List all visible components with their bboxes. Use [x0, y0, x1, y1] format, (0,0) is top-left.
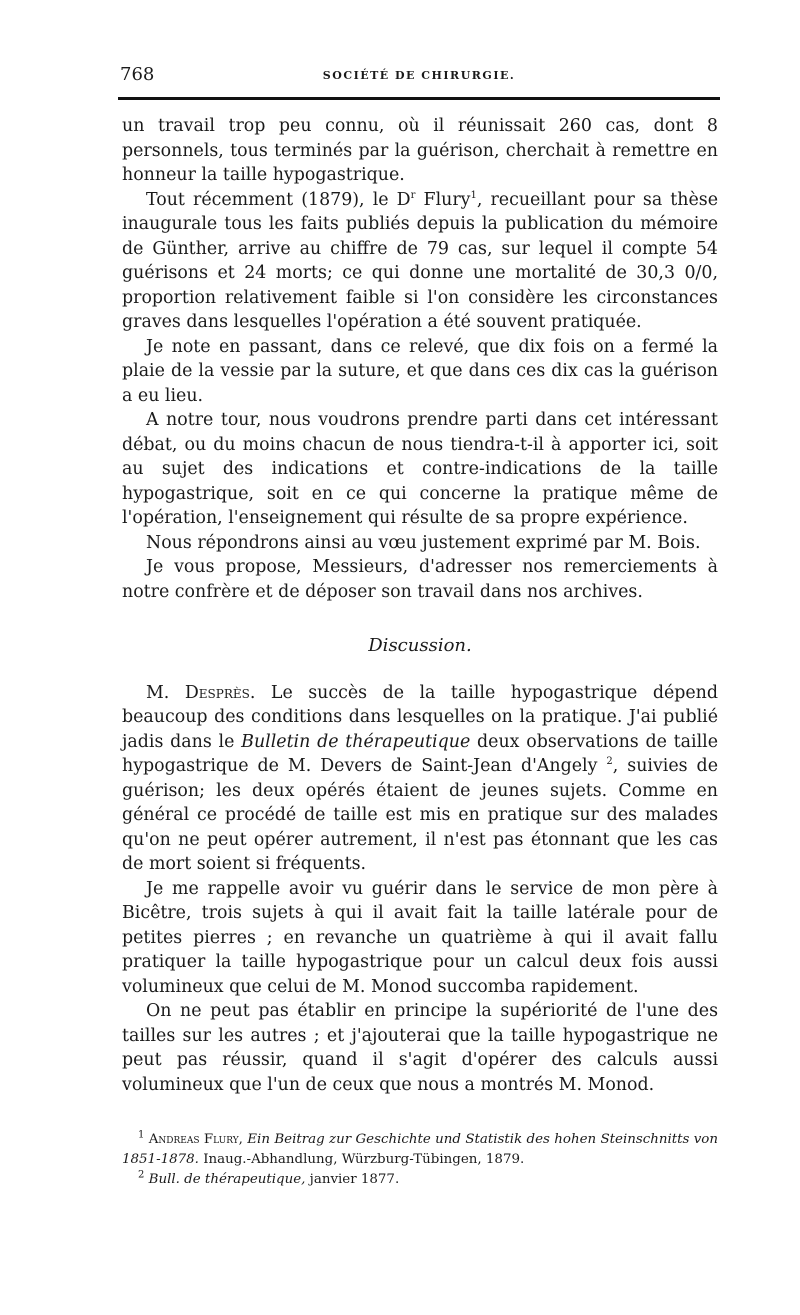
text-run: Flury: [415, 189, 471, 210]
footnote-ref-1: 1: [470, 189, 477, 201]
page-number: 768: [120, 64, 155, 85]
text-run: Tout récemment (1879), le D: [146, 189, 411, 210]
footnote-1: [122, 1130, 718, 1170]
text-run: Le succès de la taille hypogastrique dépend beaucoup des conditions dans lesquelles on la pratique. J'ai publié jadis dans le: [122, 682, 718, 752]
superscript: r: [410, 189, 416, 201]
page-header: [120, 64, 718, 86]
paragraph: un travail trop peu connu, où il réunissait 260 cas, dont 8 personnels, tous terminés par la guérison, cherchait à remettre en honneur la taille hypogastrique.: [122, 116, 718, 185]
text-run: , recueillant pour sa thèse inaugurale tous les faits publiés depuis la publication du mémoire de Günther, arrive au chiffre de 79 cas, sur lequel il compte 54 guérisons et 24 morts; ce qui donne une mortalité de 30,3 0/0, proportion relativement faible si l'on considère les circonstances graves dans lesquelles l'opération a été souvent pratiquée.: [122, 189, 718, 332]
section-title: Discussion.: [368, 635, 472, 656]
footnote-mark: 2: [138, 1169, 145, 1181]
speaker-name: M. Desprès.: [146, 682, 256, 703]
footnote-title: Ein Beitrag zur Geschichte und Statistik des hohen Steinschnitts von 1851-1878.: [122, 1132, 718, 1167]
paragraph: Je me rappelle avoir vu guérir dans le service de mon père à Bicêtre, trois sujets à qui il avait fait la taille latérale pour de petites pierres ; en revanche un quatrième à qui il avait fallu pratiquer la taille hypogastrique pour un calcul deux fois aussi volumineux que celui de M. Monod succomba rapidement.: [122, 878, 718, 997]
paragraph: A notre tour, nous voudrons prendre parti dans cet intéressant débat, ou du moins chacun de nous tiendra-t-il à apporter ici, soit au sujet des indications et contre-indications de la taille hypogastrique, soit en ce qui concerne la pratique même de l'opération, l'enseignement qui résulte de sa propre expérience.: [122, 410, 718, 528]
paragraph: Je note en passant, dans ce relevé, que dix fois on a fermé la plaie de la vessie par la suture, et que dans ces dix cas la guérison a eu lieu.: [122, 336, 718, 406]
footnote-text: Inaug.-Abhandlung, Würzburg-Tübingen, 1879.: [198, 1152, 525, 1167]
paragraph: Nous répondrons ainsi au vœu justement exprimé par M. Bois.: [146, 532, 701, 553]
footnotes: [122, 1130, 718, 1190]
paragraph: On ne peut pas établir en principe la supériorité de l'une des tailles sur les autres ; et j'ajouterai que la taille hypogastrique ne peut pas réussir, quand il s'agit d'opérer des calculs aussi volumineux que l'un de ceux que nous a montrés M. Monod.: [122, 1001, 718, 1095]
footnote-2: [122, 1170, 718, 1190]
footnote-mark: 1: [138, 1129, 145, 1141]
footnote-text: janvier 1877.: [305, 1172, 400, 1187]
main-text: [122, 114, 718, 1097]
journal-title: Bulletin de thérapeutique: [241, 731, 471, 752]
footnote-author: Andreas Flury,: [148, 1132, 243, 1147]
footnote-title: Bull. de thérapeutique,: [148, 1172, 306, 1187]
header-rule: [118, 97, 720, 100]
paragraph: [122, 188, 718, 335]
text-run: , suivies de guérison; les deux opérés étaient de jeunes sujets. Comme en général ce procédé de taille est mis en pratique sur des malades qu'on ne peut opérer autrement, il n'est pas étonnant que les cas de mort soient si fréquents.: [122, 756, 718, 874]
paragraph: [122, 681, 718, 877]
footnote-ref-2: 2: [606, 756, 613, 768]
text-run: deux observations de taille hypogastrique de M. Devers de Saint-Jean d'Angely: [122, 731, 718, 776]
paragraph: Je vous propose, Messieurs, d'adresser nos remerciements à notre confrère et de déposer son travail dans nos archives.: [122, 557, 718, 602]
running-head: SOCIÉTÉ DE CHIRURGIE.: [322, 69, 516, 82]
